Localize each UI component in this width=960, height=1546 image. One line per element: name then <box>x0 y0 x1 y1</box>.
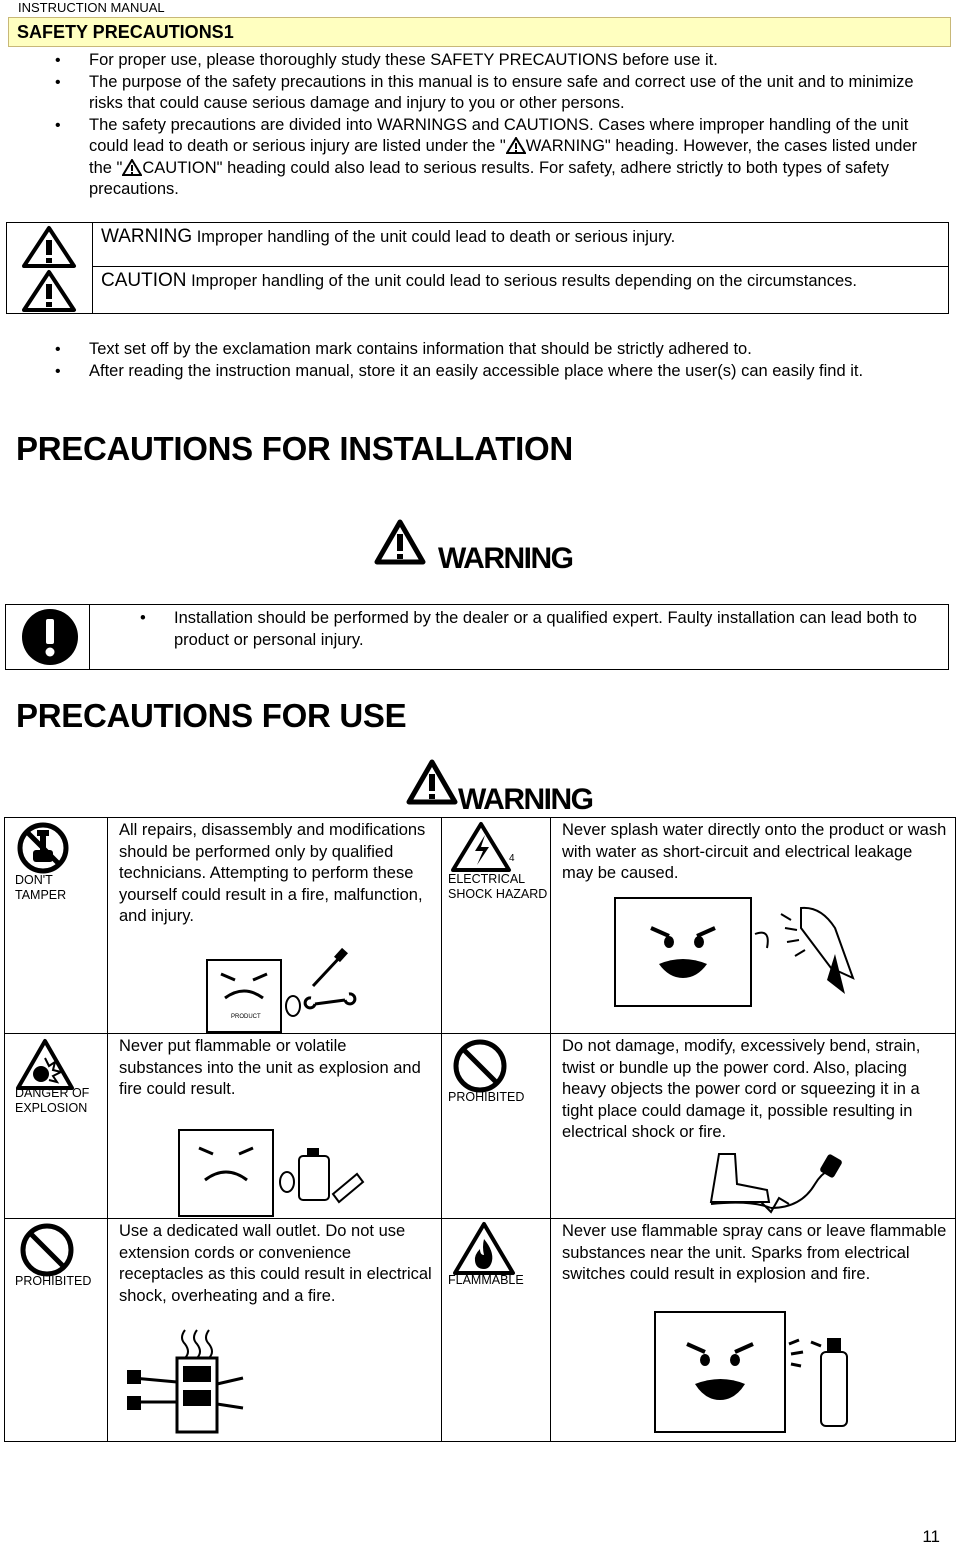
exclamation-circle-icon <box>21 608 79 666</box>
precaution-text: Never put flammable or volatile substances into the unit as explosion and fire could result. <box>119 1037 421 1098</box>
product-tools-illustration-icon <box>191 946 361 1034</box>
page-number: 11 <box>922 1527 940 1546</box>
warning-level-row <box>93 223 948 267</box>
warning-triangle-icon <box>506 137 526 154</box>
caution-level-row <box>93 267 948 313</box>
precaution-text: All repairs, disassembly and modifications should be performed only by qualified technicians. Attempting to perform these yourself could result in a fire, malfunction, and injury. <box>119 821 426 925</box>
warning-level-table <box>6 222 949 314</box>
bullet3-text-2: WARNING" heading. However, the cases listed under the " <box>89 137 918 177</box>
installation-warning-label: WARNING <box>438 542 573 575</box>
electrical-shock-icon <box>451 821 517 873</box>
warning-triangle-icon <box>374 518 426 566</box>
flammable-icon <box>451 1221 517 1277</box>
warning-triangle-icon <box>21 225 77 269</box>
svg-text:4: 4 <box>509 853 515 864</box>
use-warning-label: WARNING <box>458 783 593 816</box>
icon-label: FLAMMABLE <box>448 1273 524 1287</box>
prohibited-icon <box>452 1038 508 1094</box>
mandatory-icon-cell <box>6 605 90 669</box>
caution-word: CAUTION <box>101 270 187 291</box>
warning-description: Improper handling of the unit could lead to death or serious injury. <box>196 228 676 246</box>
installation-bullet: • Installation should be performed by the dealer or a qualified expert. Faulty installation can lead both to product or personal injury. <box>174 608 934 651</box>
caution-description: Improper handling of the unit could lead to serious results depending on the circumstances. <box>191 272 857 290</box>
warning-word: WARNING <box>101 226 193 247</box>
page-title: SAFETY PRECAUTIONS1 <box>8 17 951 47</box>
bullet3-text-1: The safety precautions are divided into WARNINGS and CAUTIONS. Cases where improper handling of the unit could lead to death or serious injury are listed under the " <box>89 115 909 155</box>
installation-warning-box <box>5 604 949 670</box>
installation-heading: PRECAUTIONS FOR INSTALLATION <box>16 430 573 467</box>
icon-label: PROHIBITED <box>15 1274 92 1288</box>
precaution-text: Do not damage, modify, excessively bend, strain, twist or bundle up the power cord. Also, placing heavy objects the power cord or squeezing it in a tight place could damage it, possible resulting in electrical shock or fire. <box>562 1037 921 1141</box>
icon-label: DON'T TAMPER <box>15 873 67 902</box>
manual-header-label: INSTRUCTION MANUAL <box>18 0 165 15</box>
list-item: • For proper use, please thoroughly study these SAFETY PRECAUTIONS before use it. <box>89 50 939 72</box>
icon-label: DANGER OF EXPLOSION <box>15 1086 90 1115</box>
caution-triangle-icon <box>21 269 77 313</box>
warning-triangle-icon <box>406 758 458 806</box>
bullet3-text-3: CAUTION" heading could also lead to serious results. For safety, adhere strictly to both types of safety precautions. <box>89 158 889 198</box>
precaution-text: Never splash water directly onto the product or wash with water as short-circuit and electrical leakage may be caused. <box>562 821 947 882</box>
overloaded-outlet-illustration-icon <box>127 1326 247 1438</box>
intro-bullet-list <box>89 50 939 201</box>
no-tamper-icon <box>15 822 71 874</box>
precaution-text: Use a dedicated wall outlet. Do not use extension cords or convenience receptacles as this could result in electrical shock, overheating and a fire. <box>119 1222 432 1305</box>
list-item <box>89 115 939 201</box>
precaution-text: Never use flammable spray cans or leave flammable substances near the unit. Sparks from electrical switches could result in explosion and fire. <box>562 1222 947 1283</box>
flammable-substance-illustration-icon <box>169 1124 369 1218</box>
notes-bullet-list <box>89 339 939 382</box>
explosion-icon <box>15 1038 75 1092</box>
use-heading: PRECAUTIONS FOR USE <box>16 697 407 734</box>
icon-label: PROHIBITED <box>448 1090 525 1104</box>
svg-text:PRODUCT: PRODUCT <box>231 1014 261 1020</box>
prohibited-icon <box>19 1222 75 1278</box>
list-item: • The purpose of the safety precautions in this manual is to ensure safe and correct use of the unit and to minimize risks that could cause serious damage and injury to you or other persons. <box>89 72 939 115</box>
spray-can-illustration-icon <box>625 1308 865 1436</box>
power-cord-crush-illustration-icon <box>701 1152 851 1218</box>
list-item: • After reading the instruction manual, store it an easily accessible place where the user(s) can easily find it. <box>89 361 939 383</box>
icon-label: ELECTRICAL SHOCK HAZARD <box>448 872 548 901</box>
warning-triangle-icon <box>122 159 142 176</box>
water-splash-illustration-icon <box>605 894 865 1010</box>
precautions-grid <box>4 817 956 1442</box>
list-item: • Text set off by the exclamation mark contains information that should be strictly adhered to. <box>89 339 939 361</box>
level-icons-column <box>7 223 93 313</box>
